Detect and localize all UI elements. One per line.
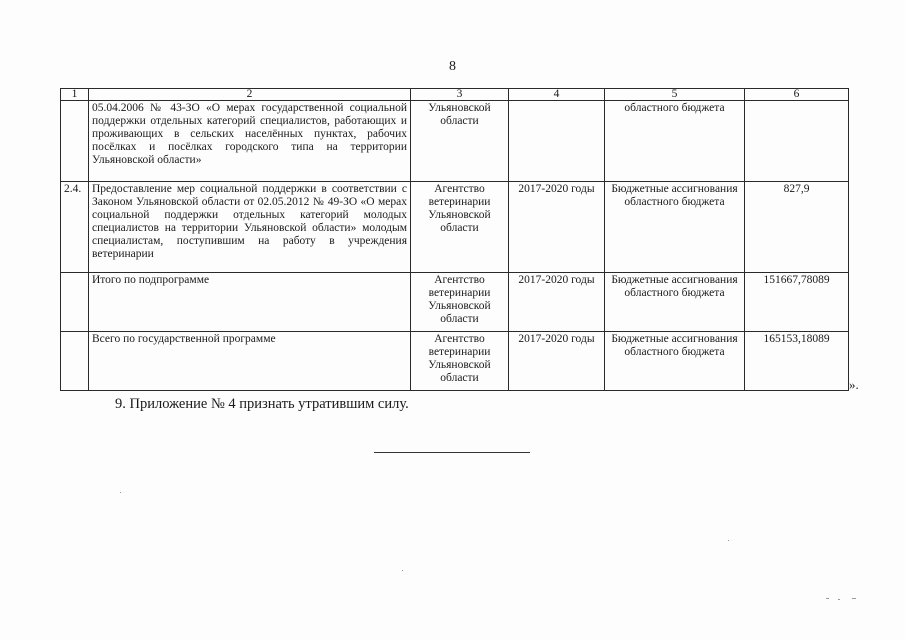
row-executor: Агентство ветеринарии Ульяновской области bbox=[411, 273, 509, 332]
budget-table bbox=[60, 88, 849, 391]
table-row bbox=[61, 101, 849, 182]
row-executor: Ульяновской области bbox=[411, 101, 509, 182]
table-row bbox=[61, 182, 849, 273]
resolution-item: 9. Приложение № 4 признать утратившим силу. bbox=[115, 396, 409, 412]
column-number-3: 3 bbox=[411, 89, 509, 101]
table-row bbox=[61, 332, 849, 391]
row-number bbox=[61, 273, 89, 332]
closing-quote: ». bbox=[849, 377, 859, 392]
row-funding-source: Бюджетные ассигнования областного бюджета bbox=[605, 182, 745, 273]
row-number bbox=[61, 332, 89, 391]
row-amount: 827,9 bbox=[745, 182, 849, 273]
row-funding-source: областного бюджета bbox=[605, 101, 745, 182]
column-number-4: 4 bbox=[509, 89, 605, 101]
row-executor: Агентство ветеринарии Ульяновской области bbox=[411, 332, 509, 391]
column-number-1: 1 bbox=[61, 89, 89, 101]
column-number-6: 6 bbox=[745, 89, 849, 101]
row-description: 05.04.2006 № 43-ЗО «О мерах государственной социальной поддержки отдельных категорий специалистов, работающих и проживающих в сельских населённых пунктах, рабочих посёлках и посёлках городского типа на территории Ульяновской области» bbox=[89, 101, 411, 182]
scan-speck bbox=[728, 540, 729, 541]
row-amount: 165153,18089 bbox=[745, 332, 849, 391]
row-description: Предоставление мер социальной поддержки в соответствии с Законом Ульяновской области от 02.05.2012 № 49-ЗО «О мерах социальной поддержки отдельных категорий молодых специалистов на территории Ульяновской области» молодым специалистам, поступившим на работу в учреждения ветеринарии bbox=[89, 182, 411, 273]
row-executor: Агентство ветеринарии Ульяновской области bbox=[411, 182, 509, 273]
column-number-2: 2 bbox=[89, 89, 411, 101]
table-header-row bbox=[61, 89, 849, 101]
row-amount bbox=[745, 101, 849, 182]
separator-line bbox=[374, 452, 530, 453]
scan-speck bbox=[852, 598, 856, 599]
page-number: 8 bbox=[449, 59, 456, 74]
row-period: 2017-2020 годы bbox=[509, 182, 605, 273]
row-funding-source: Бюджетные ассигнования областного бюджета bbox=[605, 332, 745, 391]
row-period: 2017-2020 годы bbox=[509, 273, 605, 332]
row-number bbox=[61, 101, 89, 182]
column-number-5: 5 bbox=[605, 89, 745, 101]
scan-speck bbox=[826, 598, 829, 599]
row-amount: 151667,78089 bbox=[745, 273, 849, 332]
scan-speck bbox=[838, 599, 840, 600]
table-row bbox=[61, 273, 849, 332]
scan-speck bbox=[402, 570, 403, 571]
scan-speck bbox=[120, 492, 121, 493]
row-funding-source: Бюджетные ассигнования областного бюджета bbox=[605, 273, 745, 332]
row-number: 2.4. bbox=[61, 182, 89, 273]
row-description: Всего по государственной программе bbox=[89, 332, 411, 391]
row-period: 2017-2020 годы bbox=[509, 332, 605, 391]
row-period bbox=[509, 101, 605, 182]
row-description: Итого по подпрограмме bbox=[89, 273, 411, 332]
